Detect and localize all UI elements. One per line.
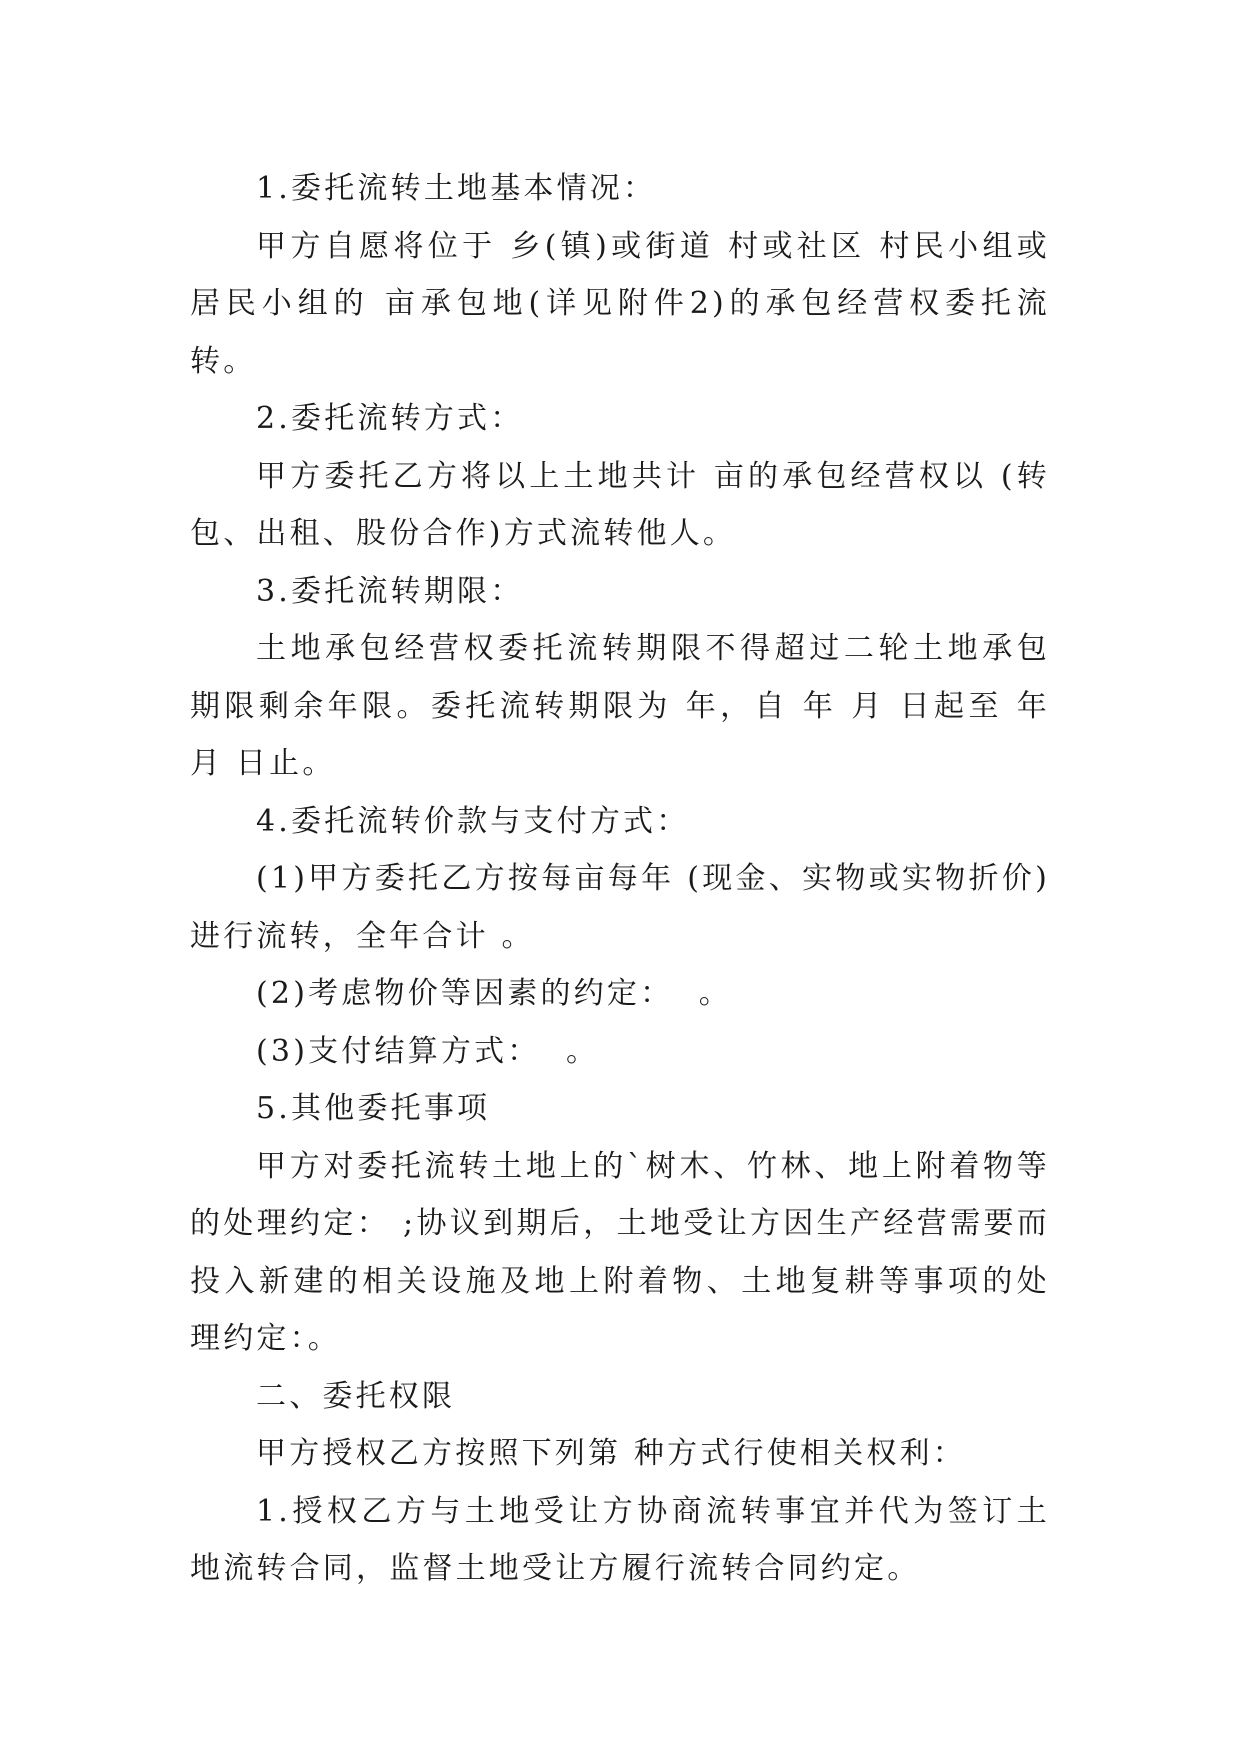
document-body <box>190 160 1063 1598</box>
section-heading-basic-info: 1.委托流转土地基本情况： <box>256 171 657 206</box>
paragraph-other-matters: 甲方对委托流转土地上的`树木、竹林、地上附着物等的处理约定： ;协议到期后，土地受让方因生产经营需要而投入新建的相关设施及地上附着物、土地复耕等事项的处理约定：。 <box>190 1148 1050 1356</box>
paragraph-land-location: 甲方自愿将位于 乡(镇)或街道 村或社区 村民小组或居民小组的 亩承包地(详见附件2)的承包经营权委托流转。 <box>190 228 1050 379</box>
section-heading-transfer-term: 3.委托流转期限： <box>256 573 524 609</box>
paragraph-authority-option: 甲方授权乙方按照下列第 种方式行使相关权利： <box>256 1436 966 1471</box>
paragraph-transfer-term: 土地承包经营权委托流转期限不得超过二轮土地承包期限剩余年限。委托流转期限为 年，自 年 月 日起至 年 月 日止。 <box>190 631 1063 781</box>
section-heading-price-payment: 4.委托流转价款与支付方式： <box>256 803 690 839</box>
paragraph-price-per-mu: (1)甲方委托乙方按每亩每年 (现金、实物或实物折价)进行流转，全年合计 。 <box>190 861 1050 954</box>
paragraph-payment-method: (3)支付结算方式： 。 <box>256 1033 600 1069</box>
paragraph-authority-item-1: 1.授权乙方与土地受让方协商流转事宜并代为签订土地流转合同，监督土地受让方履行流转合同约定。 <box>190 1493 1050 1586</box>
section-heading-other-matters: 5.其他委托事项 <box>256 1091 491 1126</box>
paragraph-price-factors: (2)考虑物价等因素的约定： 。 <box>256 976 732 1011</box>
section-heading-authority: 二、委托权限 <box>256 1378 456 1414</box>
section-heading-transfer-method: 2.委托流转方式： <box>256 401 524 436</box>
paragraph-transfer-method: 甲方委托乙方将以上土地共计 亩的承包经营权以 (转包、出租、股份合作)方式流转他人。 <box>190 458 1050 551</box>
